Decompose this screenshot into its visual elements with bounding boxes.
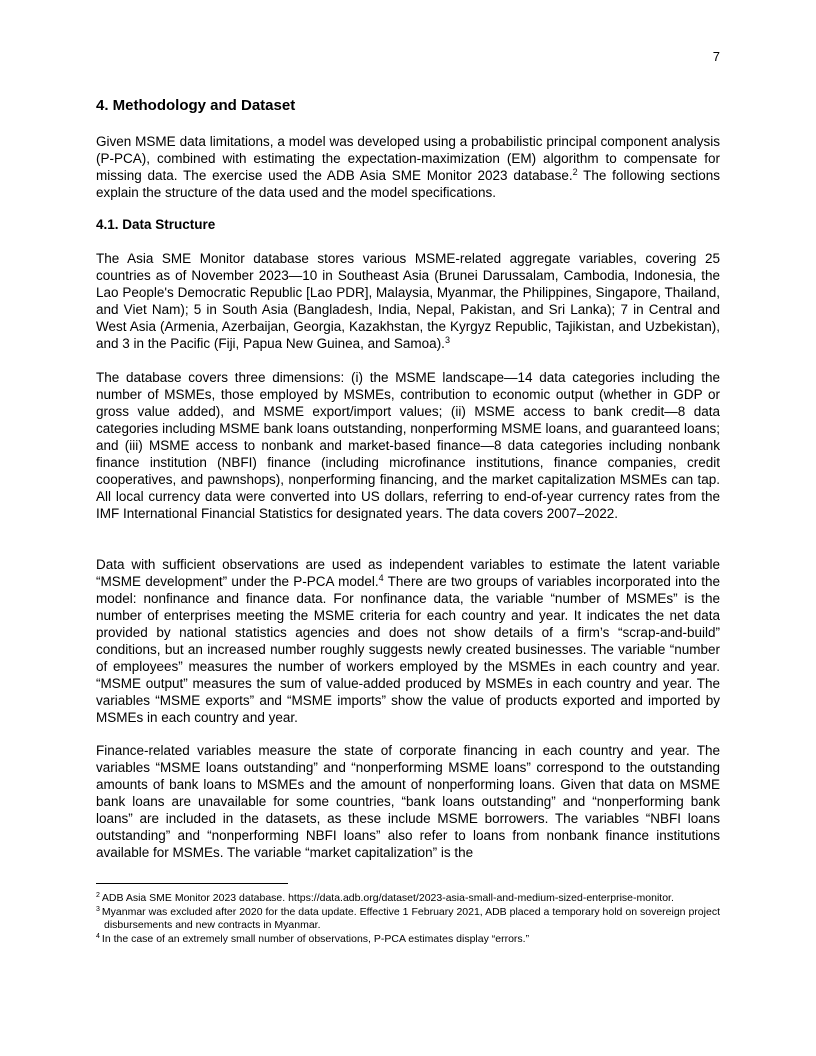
footnote-ref-4[interactable]: 4 [378, 573, 384, 583]
footnote-ref-2[interactable]: 2 [572, 167, 578, 177]
paragraph-data-structure-text: The Asia SME Monitor database stores various MSME-related aggregate variables, covering 25 countries as of November 2023—10 in Southeast Asia (Brunei Darussalam, Cambodia, Indonesia, the Lao People's Democratic Republic [Lao PDR], Malaysia, Myanmar, the Philippines, Singapore, Thailand, and Viet Nam); 5 in South Asia (Bangladesh, India, Nepal, Pakistan, and Sri Lanka); 7 in Central and West Asia (Armenia, Azerbaijan, Georgia, Kazakhstan, the Kyrgyz Republic, Tajikistan, and Uzbekistan), and 3 in the Pacific (Fiji, Papua New Guinea, and Samoa). [96, 251, 720, 351]
footnote-2 [96, 892, 720, 905]
footnote-mark: 3 [96, 906, 100, 913]
subsection-heading: 4.1. Data Structure [96, 217, 216, 232]
paragraph-variables [96, 556, 720, 726]
footnote-4 [96, 933, 720, 946]
footnote-text: Myanmar was excluded after 2020 for the data update. Effective 1 February 2021, ADB placed a temporary hold on sovereign project disbursements and new contracts in Myanmar. [101, 906, 720, 931]
section-heading: 4. Methodology and Dataset [96, 97, 296, 114]
paragraph-finance: Finance-related variables measure the state of corporate financing in each country and year. The variables “MSME loans outstanding” and “nonperforming MSME loans” correspond to the outstanding amounts of bank loans to MSMEs and the amount of nonperforming loans. Given that data on MSME bank loans are unavailable for some countries, “bank loans outstanding” and “nonperforming bank loans” are included in the datasets, as these include MSME borrowers. The variables “NBFI loans outstanding” and “nonperforming NBFI loans” also refer to loans from nonbank finance institutions available for MSMEs. The variable “market capitalization” is the [96, 743, 720, 860]
paragraph-variables-tail: There are two groups of variables incorporated into the model: nonfinance and finance data. For nonfinance data, the variable “number of MSMEs” is the number of enterprises meeting the MSME criteria for each country and year. It indicates the net data provided by national statistics agencies and does not show details of a firm’s “scrap-and-build” conditions, but an increased number roughly suggests newly created businesses. The variable “number of employees” measures the number of workers employed by the MSMEs in each country and year. “MSME output” measures the sum of value-added produced by MSMEs in each country and year. The variables “MSME exports” and “MSME imports” show the value of products exported and imported by MSMEs in each country and year. [96, 574, 720, 725]
footnote-mark: 2 [96, 892, 100, 899]
paragraph-variables-text: Data with sufficient observations are used as independent variables to estimate the latent variable “MSME development” under the P-PCA model. [96, 557, 720, 589]
footnote-3 [96, 906, 720, 932]
paragraph-intro-tail: The following sections explain the structure of the data used and the model specifications. [96, 168, 720, 200]
footnotes [96, 892, 720, 947]
paragraph-intro-text: Given MSME data limitations, a model was developed using a probabilistic principal component analysis (P-PCA), combined with estimating the expectation-maximization (EM) algorithm to compensate for missing data. The exercise used the ADB Asia SME Monitor 2023 database. [96, 134, 720, 183]
document-page [96, 0, 720, 1056]
paragraph-intro [96, 133, 720, 201]
page-number: 7 [712, 49, 720, 64]
paragraph-dimensions: The database covers three dimensions: (i) the MSME landscape—14 data categories including the number of MSMEs, those employed by MSMEs, contribution to economic output (whether in GDP or gross value added), and MSME export/import values; (ii) MSME access to bank credit—8 data categories including MSME bank loans outstanding, nonperforming MSME loans, and guaranteed loans; and (iii) MSME access to nonbank and market-based finance—8 data categories including nonbank finance institution (NBFI) finance (including microfinance institutions, finance companies, credit cooperatives, and pawnshops), nonperforming financing, and the market capitalization MSMEs can tap. All local currency data were converted into US dollars, referring to end-of-year currency rates from the IMF International Financial Statistics for designated years. The data covers 2007–2022. [96, 370, 720, 521]
footnote-text[interactable]: ADB Asia SME Monitor 2023 database. https://data.adb.org/dataset/2023-asia-small-and-medium-sized-enterprise-monitor. [101, 892, 674, 904]
footnote-mark: 4 [96, 933, 100, 940]
footnote-divider [96, 883, 288, 884]
footnote-text: In the case of an extremely small number of observations, P-PCA estimates display “errors.” [101, 933, 530, 945]
paragraph-data-structure [96, 250, 720, 352]
footnote-ref-3[interactable]: 3 [444, 335, 450, 345]
